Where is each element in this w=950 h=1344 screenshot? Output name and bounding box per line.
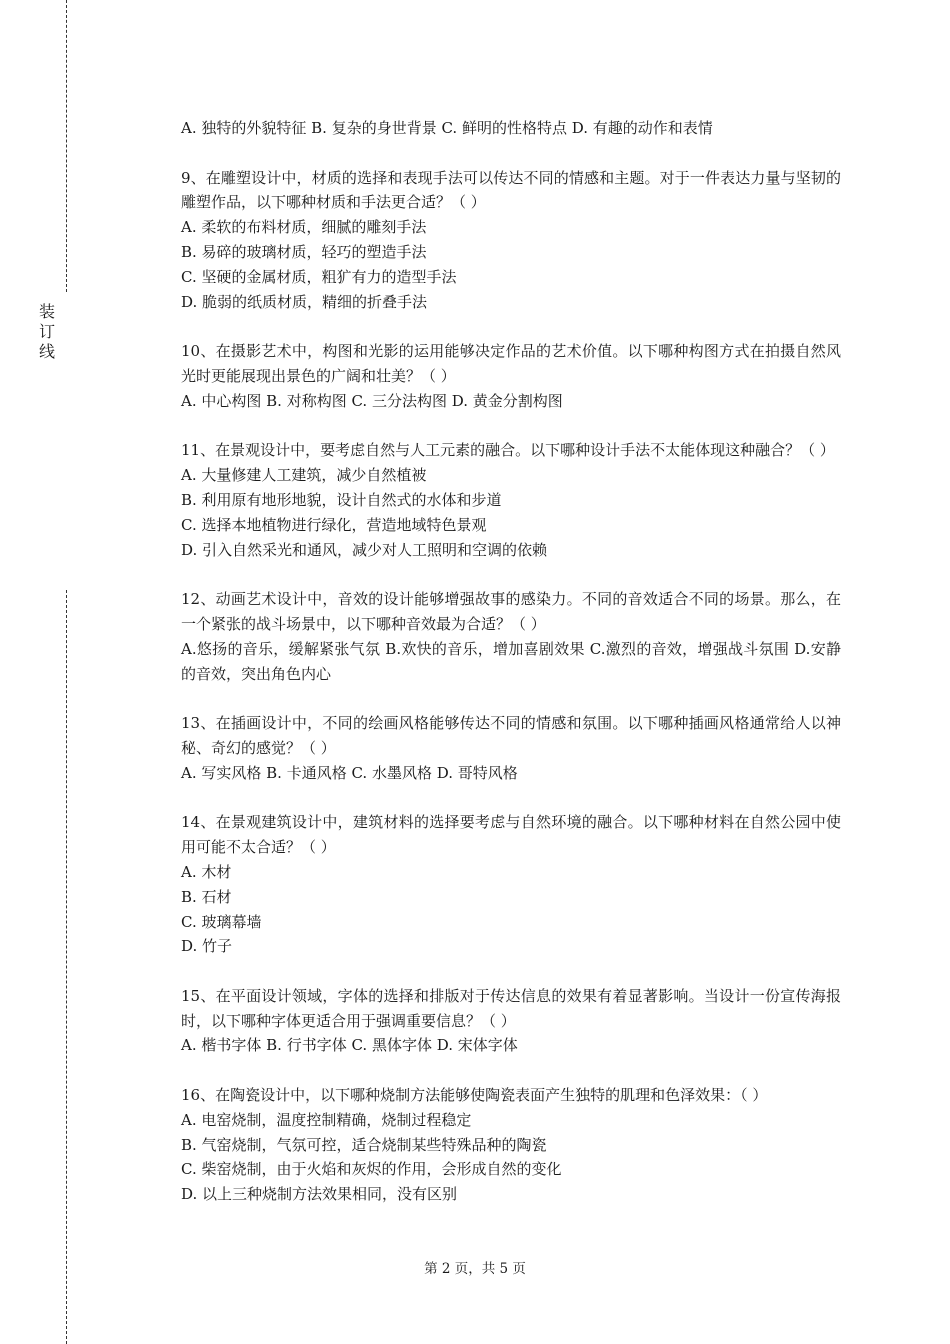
options-inline: A. 楷书字体 B. 行书字体 C. 黑体字体 D. 宋体字体 (181, 1036, 518, 1055)
question-15 (181, 984, 841, 1058)
option-a: A. 木材 (181, 862, 232, 881)
option-c: C. 坚硬的金属材质，粗犷有力的造型手法 (181, 267, 457, 286)
binding-label-char: 线 (38, 342, 55, 361)
binding-dashed-line-bottom (66, 590, 67, 1344)
binding-label-char: 装 (38, 302, 55, 321)
options-inline: A. 写实风格 B. 卡通风格 C. 水墨风格 D. 哥特风格 (181, 763, 518, 782)
question-11 (181, 438, 841, 562)
question-stem: 9、在雕塑设计中，材质的选择和表现手法可以传达不同的情感和主题。对于一件表达力量与坚韧的雕塑作品，以下哪种材质和手法更合适？（ ） (181, 168, 841, 212)
question-stem: 11、在景观设计中，要考虑自然与人工元素的融合。以下哪种设计手法不太能体现这种融合？（ ） (181, 441, 835, 460)
option-d: D. 以上三种烧制方法效果相同，没有区别 (181, 1185, 458, 1204)
question-13 (181, 711, 841, 785)
option-a: A. 电窑烧制，温度控制精确，烧制过程稳定 (181, 1110, 472, 1129)
option-a: A. 大量修建人工建筑，减少自然植被 (181, 466, 427, 485)
question-stem: 13、在插画设计中，不同的绘画风格能够传达不同的情感和氛围。以下哪种插画风格通常给人以神秘、奇幻的感觉？（ ） (181, 714, 841, 757)
option-d: D. 引入自然采光和通风，减少对人工照明和空调的依赖 (181, 540, 548, 559)
option-b: B. 利用原有地形地貌，设计自然式的水体和步道 (181, 490, 502, 509)
question-14 (181, 810, 841, 959)
question-stem: 12、动画艺术设计中，音效的设计能够增强故事的感染力。不同的音效适合不同的场景。那么，在一个紧张的战斗场景中，以下哪种音效最为合适？（ ） (181, 590, 841, 633)
option-c: C. 玻璃幕墙 (181, 912, 262, 931)
option-b: B. 气窑烧制，气氛可控，适合烧制某些特殊品种的陶瓷 (181, 1135, 547, 1154)
option-d: D. 脆弱的纸质材质，精细的折叠手法 (181, 292, 428, 311)
option-b: B. 易碎的玻璃材质，轻巧的塑造手法 (181, 242, 427, 261)
options-inline: A.悠扬的音乐，缓解紧张气氛 B.欢快的音乐，增加喜剧效果 C.激烈的音效，增强战斗氛围 D.安静的音效，突出角色内心 (181, 639, 841, 683)
question-stem: 14、在景观建筑设计中，建筑材料的选择要考虑与自然环境的融合。以下哪种材料在自然公园中使用可能不太合适？（ ） (181, 813, 841, 857)
question-12 (181, 587, 841, 686)
question-8-options: A. 独特的外貌特征 B. 复杂的身世背景 C. 鲜明的性格特点 D. 有趣的动作和表情 (181, 119, 713, 137)
question-10 (181, 339, 841, 413)
option-c: C. 柴窑烧制，由于火焰和灰烬的作用，会形成自然的变化 (181, 1160, 562, 1179)
question-9 (181, 166, 841, 315)
binding-dashed-line-top (66, 0, 67, 292)
question-stem: 15、在平面设计领域，字体的选择和排版对于传达信息的效果有着显著影响。当设计一份宣传海报时，以下哪种字体更适合用于强调重要信息？（ ） (181, 986, 841, 1030)
question-stem: 10、在摄影艺术中，构图和光影的运用能够决定作品的艺术价值。以下哪种构图方式在拍摄自然风光时更能展现出景色的广阔和壮美？（ ） (181, 342, 841, 385)
exam-content (181, 116, 841, 1207)
question-stem: 16、在陶瓷设计中，以下哪种烧制方法能够使陶瓷表面产生独特的肌理和色泽效果：（ ） (181, 1086, 768, 1105)
question-8-options-block (181, 116, 841, 141)
option-c: C. 选择本地植物进行绿化，营造地域特色景观 (181, 515, 487, 534)
option-d: D. 竹子 (181, 937, 233, 956)
binding-label-char: 订 (38, 322, 55, 341)
page-footer: 第 2 页，共 5 页 (424, 1261, 526, 1277)
options-inline: A. 中心构图 B. 对称构图 C. 三分法构图 D. 黄金分割构图 (181, 391, 563, 410)
question-16 (181, 1083, 841, 1207)
option-a: A. 柔软的布料材质，细腻的雕刻手法 (181, 218, 427, 237)
binding-line-label (38, 302, 56, 362)
option-b: B. 石材 (181, 887, 232, 906)
